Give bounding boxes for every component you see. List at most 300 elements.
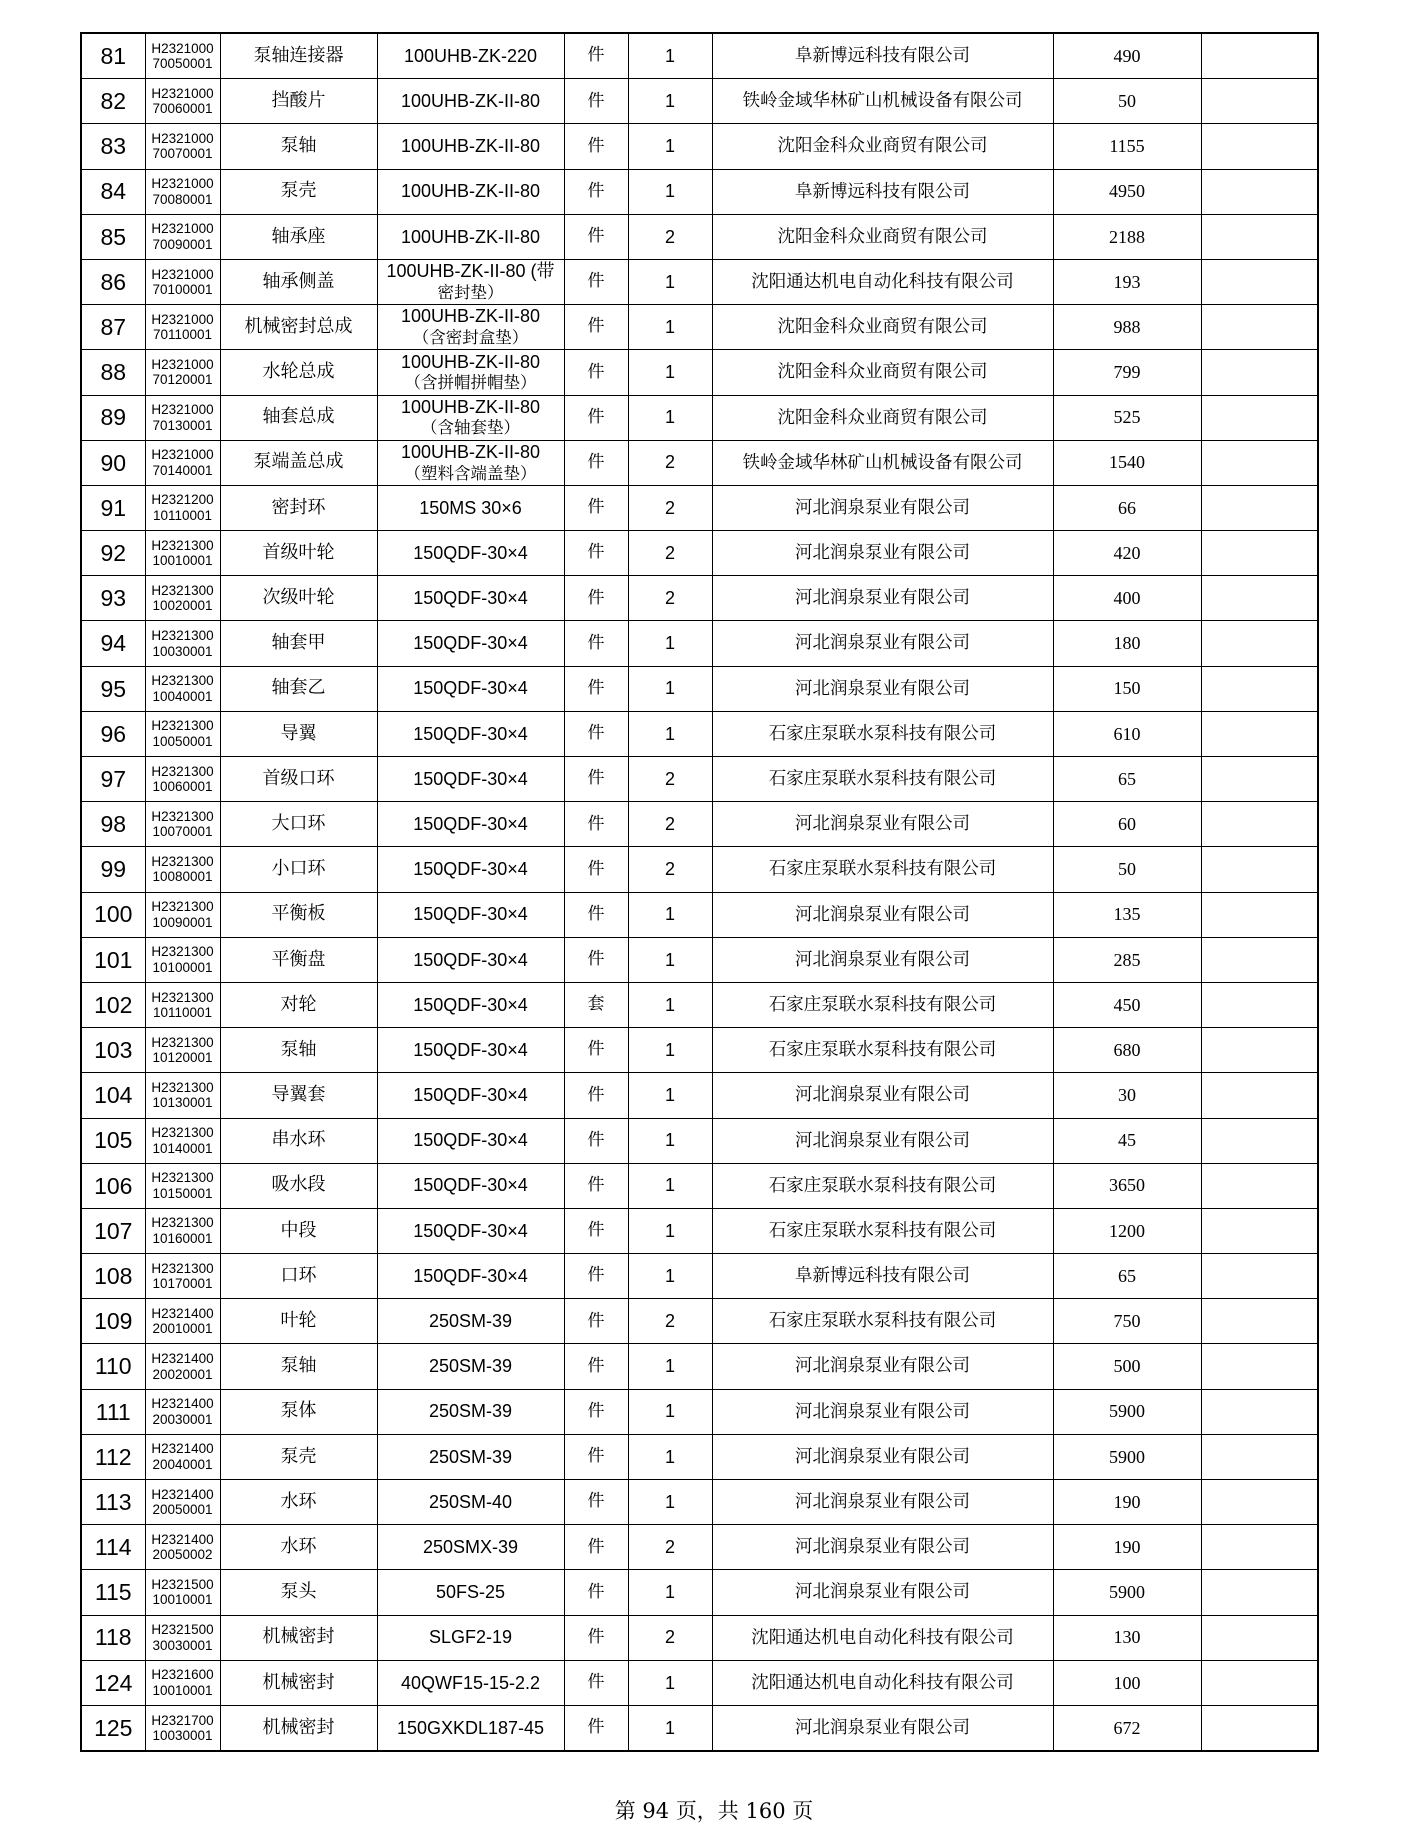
part-name-cell: 水轮总成 bbox=[220, 350, 377, 395]
unit-cell: 件 bbox=[564, 1254, 628, 1299]
unit-price-cell: 150 bbox=[1053, 666, 1201, 711]
material-code-line: 10160001 bbox=[152, 1230, 213, 1246]
supplier-cell: 石家庄泵联水泵科技有限公司 bbox=[712, 847, 1053, 892]
quantity-cell: 2 bbox=[628, 1299, 712, 1344]
table-row bbox=[81, 621, 1318, 666]
part-model-cell bbox=[377, 395, 564, 440]
material-code-cell bbox=[145, 395, 220, 440]
row-number-cell: 112 bbox=[81, 1434, 145, 1479]
material-code-cell bbox=[145, 1073, 220, 1118]
part-name-cell: 导翼 bbox=[220, 711, 377, 756]
footer-middle: 页，共 bbox=[675, 1799, 739, 1823]
part-model-text: 150QDF-30×4 bbox=[413, 1085, 528, 1106]
part-model-text: 150QDF-30×4 bbox=[413, 859, 528, 880]
material-code-cell bbox=[145, 982, 220, 1027]
row-number-cell: 93 bbox=[81, 576, 145, 621]
part-name-cell: 次级叶轮 bbox=[220, 576, 377, 621]
unit-cell: 件 bbox=[564, 531, 628, 576]
table-row bbox=[81, 1705, 1318, 1751]
material-code-cell bbox=[145, 937, 220, 982]
material-code-line: 70110001 bbox=[152, 327, 213, 343]
part-model-cell bbox=[377, 531, 564, 576]
part-name-cell: 串水环 bbox=[220, 1118, 377, 1163]
part-model-cell bbox=[377, 666, 564, 711]
part-model-cell bbox=[377, 802, 564, 847]
material-code-cell bbox=[145, 1434, 220, 1479]
table-row bbox=[81, 666, 1318, 711]
quantity-cell: 1 bbox=[628, 79, 712, 124]
part-model-cell bbox=[377, 169, 564, 214]
material-code-line: H2321400 bbox=[151, 1305, 214, 1321]
supplier-cell: 沈阳通达机电自动化科技有限公司 bbox=[712, 1615, 1053, 1660]
part-model-cell bbox=[377, 79, 564, 124]
row-number-cell: 87 bbox=[81, 305, 145, 350]
part-model-cell bbox=[377, 621, 564, 666]
material-code-line: H2321300 bbox=[151, 899, 214, 915]
material-code-cell bbox=[145, 485, 220, 530]
unit-cell: 件 bbox=[564, 1389, 628, 1434]
part-name-cell: 泵头 bbox=[220, 1570, 377, 1615]
quantity-cell: 2 bbox=[628, 531, 712, 576]
remark-cell bbox=[1201, 259, 1318, 304]
part-model-text: 100UHB-ZK-II-80 (带 bbox=[386, 261, 555, 282]
material-code-cell bbox=[145, 1705, 220, 1751]
row-number-cell: 97 bbox=[81, 757, 145, 802]
part-name-cell: 轴套总成 bbox=[220, 395, 377, 440]
part-name-cell: 轴套甲 bbox=[220, 621, 377, 666]
remark-cell bbox=[1201, 1028, 1318, 1073]
part-name-cell: 泵轴 bbox=[220, 1028, 377, 1073]
unit-price-cell: 30 bbox=[1053, 1073, 1201, 1118]
part-model-cell bbox=[377, 485, 564, 530]
remark-cell bbox=[1201, 711, 1318, 756]
material-code-cell bbox=[145, 1299, 220, 1344]
quantity-cell: 2 bbox=[628, 214, 712, 259]
table-row bbox=[81, 1480, 1318, 1525]
material-code-line: 70140001 bbox=[152, 462, 213, 478]
supplier-cell: 铁岭金域华林矿山机械设备有限公司 bbox=[712, 440, 1053, 485]
part-model-text: 150QDF-30×4 bbox=[413, 723, 528, 744]
material-code-cell bbox=[145, 1254, 220, 1299]
material-code-line: H2321300 bbox=[151, 718, 214, 734]
part-model-cell bbox=[377, 1480, 564, 1525]
supplier-cell: 阜新博远科技有限公司 bbox=[712, 169, 1053, 214]
unit-cell: 套 bbox=[564, 982, 628, 1027]
quantity-cell: 1 bbox=[628, 1480, 712, 1525]
unit-price-cell: 1200 bbox=[1053, 1208, 1201, 1253]
part-model-cell bbox=[377, 1660, 564, 1705]
part-model-text: 150QDF-30×4 bbox=[413, 949, 528, 970]
material-code-cell bbox=[145, 350, 220, 395]
part-name-cell: 首级叶轮 bbox=[220, 531, 377, 576]
table-row bbox=[81, 1525, 1318, 1570]
unit-cell: 件 bbox=[564, 305, 628, 350]
material-code-line: 70130001 bbox=[152, 417, 213, 433]
material-code-line: 10130001 bbox=[152, 1095, 213, 1111]
material-code-cell bbox=[145, 711, 220, 756]
part-name-cell: 机械密封 bbox=[220, 1615, 377, 1660]
part-model-text: 50FS-25 bbox=[435, 1582, 506, 1603]
material-code-line: H2321300 bbox=[151, 673, 214, 689]
material-code-line: 10020001 bbox=[152, 598, 213, 614]
part-model-cell bbox=[377, 33, 564, 79]
part-model-text: 150QDF-30×4 bbox=[413, 1130, 528, 1151]
unit-cell: 件 bbox=[564, 892, 628, 937]
material-code-line: H2321300 bbox=[151, 808, 214, 824]
remark-cell bbox=[1201, 1118, 1318, 1163]
part-name-cell: 大口环 bbox=[220, 802, 377, 847]
material-code-cell bbox=[145, 1480, 220, 1525]
material-code-line: H2321300 bbox=[151, 853, 214, 869]
unit-cell: 件 bbox=[564, 214, 628, 259]
quantity-cell: 2 bbox=[628, 757, 712, 802]
row-number-cell: 106 bbox=[81, 1163, 145, 1208]
unit-price-cell: 190 bbox=[1053, 1525, 1201, 1570]
remark-cell bbox=[1201, 1480, 1318, 1525]
part-name-cell: 泵轴 bbox=[220, 1344, 377, 1389]
material-code-cell bbox=[145, 124, 220, 169]
material-code-cell bbox=[145, 1615, 220, 1660]
material-code-cell bbox=[145, 1389, 220, 1434]
part-name-cell: 挡酸片 bbox=[220, 79, 377, 124]
row-number-cell: 83 bbox=[81, 124, 145, 169]
material-code-line: 70060001 bbox=[152, 101, 213, 117]
table-row bbox=[81, 485, 1318, 530]
quantity-cell: 1 bbox=[628, 711, 712, 756]
unit-cell: 件 bbox=[564, 124, 628, 169]
material-code-line: 10040001 bbox=[152, 688, 213, 704]
material-code-line: H2321200 bbox=[151, 492, 214, 508]
part-model-cell bbox=[377, 350, 564, 395]
part-name-cell: 泵壳 bbox=[220, 169, 377, 214]
part-name-cell: 中段 bbox=[220, 1208, 377, 1253]
part-name-cell: 机械密封 bbox=[220, 1660, 377, 1705]
part-model-cell bbox=[377, 1705, 564, 1751]
remark-cell bbox=[1201, 892, 1318, 937]
material-code-line: H2321300 bbox=[151, 1079, 214, 1095]
remark-cell bbox=[1201, 531, 1318, 576]
supplier-cell: 河北润泉泵业有限公司 bbox=[712, 666, 1053, 711]
unit-price-cell: 193 bbox=[1053, 259, 1201, 304]
unit-cell: 件 bbox=[564, 802, 628, 847]
part-model-text: 150QDF-30×4 bbox=[413, 542, 528, 563]
material-code-line: 10110001 bbox=[152, 507, 213, 523]
table-row bbox=[81, 440, 1318, 485]
part-model-cell bbox=[377, 1389, 564, 1434]
material-code-cell bbox=[145, 1525, 220, 1570]
material-code-line: H2321300 bbox=[151, 628, 214, 644]
supplier-cell: 沈阳金科众业商贸有限公司 bbox=[712, 124, 1053, 169]
unit-cell: 件 bbox=[564, 1344, 628, 1389]
unit-price-cell: 500 bbox=[1053, 1344, 1201, 1389]
unit-price-cell: 50 bbox=[1053, 79, 1201, 124]
quantity-cell: 1 bbox=[628, 1389, 712, 1434]
remark-cell bbox=[1201, 1570, 1318, 1615]
supplier-cell: 河北润泉泵业有限公司 bbox=[712, 1525, 1053, 1570]
table-row bbox=[81, 124, 1318, 169]
row-number-cell: 103 bbox=[81, 1028, 145, 1073]
material-code-line: 30030001 bbox=[152, 1637, 213, 1653]
material-code-cell bbox=[145, 576, 220, 621]
quantity-cell: 2 bbox=[628, 485, 712, 530]
part-model-text: 150QDF-30×4 bbox=[413, 904, 528, 925]
unit-price-cell: 180 bbox=[1053, 621, 1201, 666]
material-code-line: H2321000 bbox=[151, 85, 214, 101]
quantity-cell: 2 bbox=[628, 440, 712, 485]
quantity-cell: 1 bbox=[628, 937, 712, 982]
unit-price-cell: 680 bbox=[1053, 1028, 1201, 1073]
row-number-cell: 109 bbox=[81, 1299, 145, 1344]
supplier-cell: 沈阳金科众业商贸有限公司 bbox=[712, 305, 1053, 350]
unit-price-cell: 610 bbox=[1053, 711, 1201, 756]
quantity-cell: 1 bbox=[628, 350, 712, 395]
quantity-cell: 1 bbox=[628, 621, 712, 666]
supplier-cell: 河北润泉泵业有限公司 bbox=[712, 1434, 1053, 1479]
remark-cell bbox=[1201, 757, 1318, 802]
part-model-text: 250SM-39 bbox=[428, 1311, 513, 1331]
table-row bbox=[81, 1389, 1318, 1434]
quantity-cell: 1 bbox=[628, 982, 712, 1027]
unit-price-cell: 672 bbox=[1053, 1705, 1201, 1751]
part-name-cell: 吸水段 bbox=[220, 1163, 377, 1208]
supplier-cell: 河北润泉泵业有限公司 bbox=[712, 1344, 1053, 1389]
part-model-text: 100UHB-ZK-II-80 bbox=[400, 90, 541, 111]
remark-cell bbox=[1201, 666, 1318, 711]
part-name-cell: 平衡板 bbox=[220, 892, 377, 937]
part-model-cell bbox=[377, 982, 564, 1027]
unit-price-cell: 1540 bbox=[1053, 440, 1201, 485]
quantity-cell: 1 bbox=[628, 1705, 712, 1751]
row-number-cell: 110 bbox=[81, 1344, 145, 1389]
material-code-line: H2321000 bbox=[151, 266, 214, 282]
part-name-cell: 小口环 bbox=[220, 847, 377, 892]
material-code-line: 20020001 bbox=[152, 1366, 213, 1382]
material-code-line: 10150001 bbox=[152, 1185, 213, 1201]
unit-cell: 件 bbox=[564, 395, 628, 440]
part-model-cell bbox=[377, 1208, 564, 1253]
quantity-cell: 1 bbox=[628, 1163, 712, 1208]
part-model-text: 150QDF-30×4 bbox=[413, 588, 528, 608]
row-number-cell: 104 bbox=[81, 1073, 145, 1118]
footer-total-pages: 160 bbox=[745, 1799, 786, 1823]
unit-price-cell: 190 bbox=[1053, 1480, 1201, 1525]
supplier-cell: 河北润泉泵业有限公司 bbox=[712, 1705, 1053, 1751]
material-code-line: H2321000 bbox=[151, 40, 214, 56]
row-number-cell: 95 bbox=[81, 666, 145, 711]
unit-price-cell: 100 bbox=[1053, 1660, 1201, 1705]
unit-price-cell: 400 bbox=[1053, 576, 1201, 621]
supplier-cell: 河北润泉泵业有限公司 bbox=[712, 1389, 1053, 1434]
material-code-line: H2321300 bbox=[151, 537, 214, 553]
unit-price-cell: 490 bbox=[1053, 33, 1201, 79]
unit-price-cell: 5900 bbox=[1053, 1389, 1201, 1434]
part-model-text: 100UHB-ZK-II-80 bbox=[400, 226, 541, 247]
part-name-cell: 首级口环 bbox=[220, 757, 377, 802]
part-model-cell bbox=[377, 711, 564, 756]
unit-cell: 件 bbox=[564, 1028, 628, 1073]
part-name-cell: 导翼套 bbox=[220, 1073, 377, 1118]
part-model-cell bbox=[377, 1299, 564, 1344]
material-code-line: H2321000 bbox=[151, 176, 214, 192]
material-code-cell bbox=[145, 892, 220, 937]
material-code-cell bbox=[145, 1208, 220, 1253]
footer-prefix: 第 bbox=[614, 1799, 636, 1823]
table-body bbox=[81, 33, 1318, 1751]
remark-cell bbox=[1201, 124, 1318, 169]
part-model-text: 100UHB-ZK-II-80 bbox=[400, 306, 541, 327]
footer-page-number: 94 bbox=[642, 1799, 670, 1823]
unit-cell: 件 bbox=[564, 711, 628, 756]
material-code-cell bbox=[145, 757, 220, 802]
part-model-cell bbox=[377, 892, 564, 937]
table-row bbox=[81, 757, 1318, 802]
part-name-cell: 轴承侧盖 bbox=[220, 259, 377, 304]
quantity-cell: 2 bbox=[628, 576, 712, 621]
row-number-cell: 111 bbox=[81, 1389, 145, 1434]
table-row bbox=[81, 1118, 1318, 1163]
material-code-line: 10090001 bbox=[152, 914, 213, 930]
table-row bbox=[81, 350, 1318, 395]
material-code-line: H2321300 bbox=[151, 1170, 214, 1186]
remark-cell bbox=[1201, 937, 1318, 982]
unit-cell: 件 bbox=[564, 1208, 628, 1253]
supplier-cell: 石家庄泵联水泵科技有限公司 bbox=[712, 1299, 1053, 1344]
material-code-cell bbox=[145, 1570, 220, 1615]
material-code-line: H2321000 bbox=[151, 402, 214, 418]
part-name-cell: 泵轴连接器 bbox=[220, 33, 377, 79]
supplier-cell: 河北润泉泵业有限公司 bbox=[712, 1118, 1053, 1163]
row-number-cell: 84 bbox=[81, 169, 145, 214]
remark-cell bbox=[1201, 305, 1318, 350]
quantity-cell: 1 bbox=[628, 892, 712, 937]
part-name-cell: 机械密封 bbox=[220, 1705, 377, 1751]
part-model-text: 150QDF-30×4 bbox=[413, 1265, 528, 1286]
material-code-cell bbox=[145, 33, 220, 79]
unit-cell: 件 bbox=[564, 1660, 628, 1705]
row-number-cell: 125 bbox=[81, 1705, 145, 1751]
part-model-cell bbox=[377, 1434, 564, 1479]
part-name-cell: 平衡盘 bbox=[220, 937, 377, 982]
unit-price-cell: 450 bbox=[1053, 982, 1201, 1027]
row-number-cell: 124 bbox=[81, 1660, 145, 1705]
material-code-line: H2321000 bbox=[151, 221, 214, 237]
material-code-line: 10120001 bbox=[152, 1050, 213, 1066]
table-row bbox=[81, 1208, 1318, 1253]
supplier-cell: 河北润泉泵业有限公司 bbox=[712, 802, 1053, 847]
part-model-text: 150QDF-30×4 bbox=[413, 678, 528, 699]
part-model-cell bbox=[377, 1615, 564, 1660]
row-number-cell: 98 bbox=[81, 802, 145, 847]
remark-cell bbox=[1201, 1163, 1318, 1208]
material-code-line: 10010001 bbox=[152, 553, 213, 569]
remark-cell bbox=[1201, 169, 1318, 214]
unit-price-cell: 60 bbox=[1053, 802, 1201, 847]
quantity-cell: 1 bbox=[628, 1073, 712, 1118]
supplier-cell: 石家庄泵联水泵科技有限公司 bbox=[712, 757, 1053, 802]
supplier-cell: 河北润泉泵业有限公司 bbox=[712, 892, 1053, 937]
material-code-line: H2321300 bbox=[151, 1125, 214, 1141]
supplier-cell: 沈阳金科众业商贸有限公司 bbox=[712, 214, 1053, 259]
quantity-cell: 1 bbox=[628, 1570, 712, 1615]
unit-cell: 件 bbox=[564, 1118, 628, 1163]
part-model-cell bbox=[377, 576, 564, 621]
part-model-text: 100UHB-ZK-220 bbox=[403, 45, 538, 66]
part-model-cell bbox=[377, 1570, 564, 1615]
part-name-cell: 泵轴 bbox=[220, 124, 377, 169]
unit-price-cell: 750 bbox=[1053, 1299, 1201, 1344]
quantity-cell: 1 bbox=[628, 666, 712, 711]
unit-cell: 件 bbox=[564, 847, 628, 892]
row-number-cell: 82 bbox=[81, 79, 145, 124]
material-code-line: 10030001 bbox=[152, 1728, 213, 1744]
parts-table bbox=[80, 32, 1319, 1752]
part-model-text: 150QDF-30×4 bbox=[413, 768, 528, 789]
part-model-cell bbox=[377, 1525, 564, 1570]
part-model-note: （含拼帽拼帽垫） bbox=[404, 373, 537, 393]
quantity-cell: 1 bbox=[628, 1118, 712, 1163]
part-name-cell: 轴承座 bbox=[220, 214, 377, 259]
unit-cell: 件 bbox=[564, 169, 628, 214]
remark-cell bbox=[1201, 1073, 1318, 1118]
material-code-line: 20010001 bbox=[152, 1321, 213, 1337]
supplier-cell: 沈阳通达机电自动化科技有限公司 bbox=[712, 259, 1053, 304]
part-model-cell bbox=[377, 847, 564, 892]
quantity-cell: 2 bbox=[628, 1615, 712, 1660]
row-number-cell: 99 bbox=[81, 847, 145, 892]
table-row bbox=[81, 1163, 1318, 1208]
remark-cell bbox=[1201, 1660, 1318, 1705]
table-row bbox=[81, 802, 1318, 847]
supplier-cell: 河北润泉泵业有限公司 bbox=[712, 576, 1053, 621]
row-number-cell: 96 bbox=[81, 711, 145, 756]
part-model-text: 100UHB-ZK-II-80 bbox=[400, 441, 541, 462]
material-code-cell bbox=[145, 531, 220, 576]
part-model-cell bbox=[377, 937, 564, 982]
material-code-cell bbox=[145, 440, 220, 485]
unit-price-cell: 50 bbox=[1053, 847, 1201, 892]
material-code-cell bbox=[145, 214, 220, 259]
material-code-line: H2321500 bbox=[151, 1622, 214, 1638]
material-code-line: 10140001 bbox=[152, 1140, 213, 1156]
material-code-cell bbox=[145, 847, 220, 892]
quantity-cell: 1 bbox=[628, 169, 712, 214]
unit-cell: 件 bbox=[564, 1163, 628, 1208]
row-number-cell: 107 bbox=[81, 1208, 145, 1253]
material-code-line: H2321300 bbox=[151, 582, 214, 598]
part-name-cell: 对轮 bbox=[220, 982, 377, 1027]
quantity-cell: 1 bbox=[628, 124, 712, 169]
table-row bbox=[81, 937, 1318, 982]
supplier-cell: 石家庄泵联水泵科技有限公司 bbox=[712, 1208, 1053, 1253]
quantity-cell: 1 bbox=[628, 1208, 712, 1253]
table-row bbox=[81, 1254, 1318, 1299]
part-model-text: 40QWF15-15-2.2 bbox=[400, 1672, 541, 1693]
part-name-cell: 泵体 bbox=[220, 1389, 377, 1434]
part-model-note: （塑料含端盖垫） bbox=[404, 463, 537, 483]
unit-cell: 件 bbox=[564, 79, 628, 124]
supplier-cell: 石家庄泵联水泵科技有限公司 bbox=[712, 1163, 1053, 1208]
material-code-line: H2321300 bbox=[151, 1260, 214, 1276]
table-row bbox=[81, 1570, 1318, 1615]
part-model-text: 150MS 30×6 bbox=[419, 497, 522, 518]
remark-cell bbox=[1201, 79, 1318, 124]
part-model-text: 100UHB-ZK-II-80 bbox=[400, 136, 541, 157]
material-code-line: H2321000 bbox=[151, 311, 214, 327]
table-row bbox=[81, 847, 1318, 892]
unit-cell: 件 bbox=[564, 937, 628, 982]
material-code-line: 10010001 bbox=[152, 1592, 213, 1608]
part-name-cell: 泵端盖总成 bbox=[220, 440, 377, 485]
